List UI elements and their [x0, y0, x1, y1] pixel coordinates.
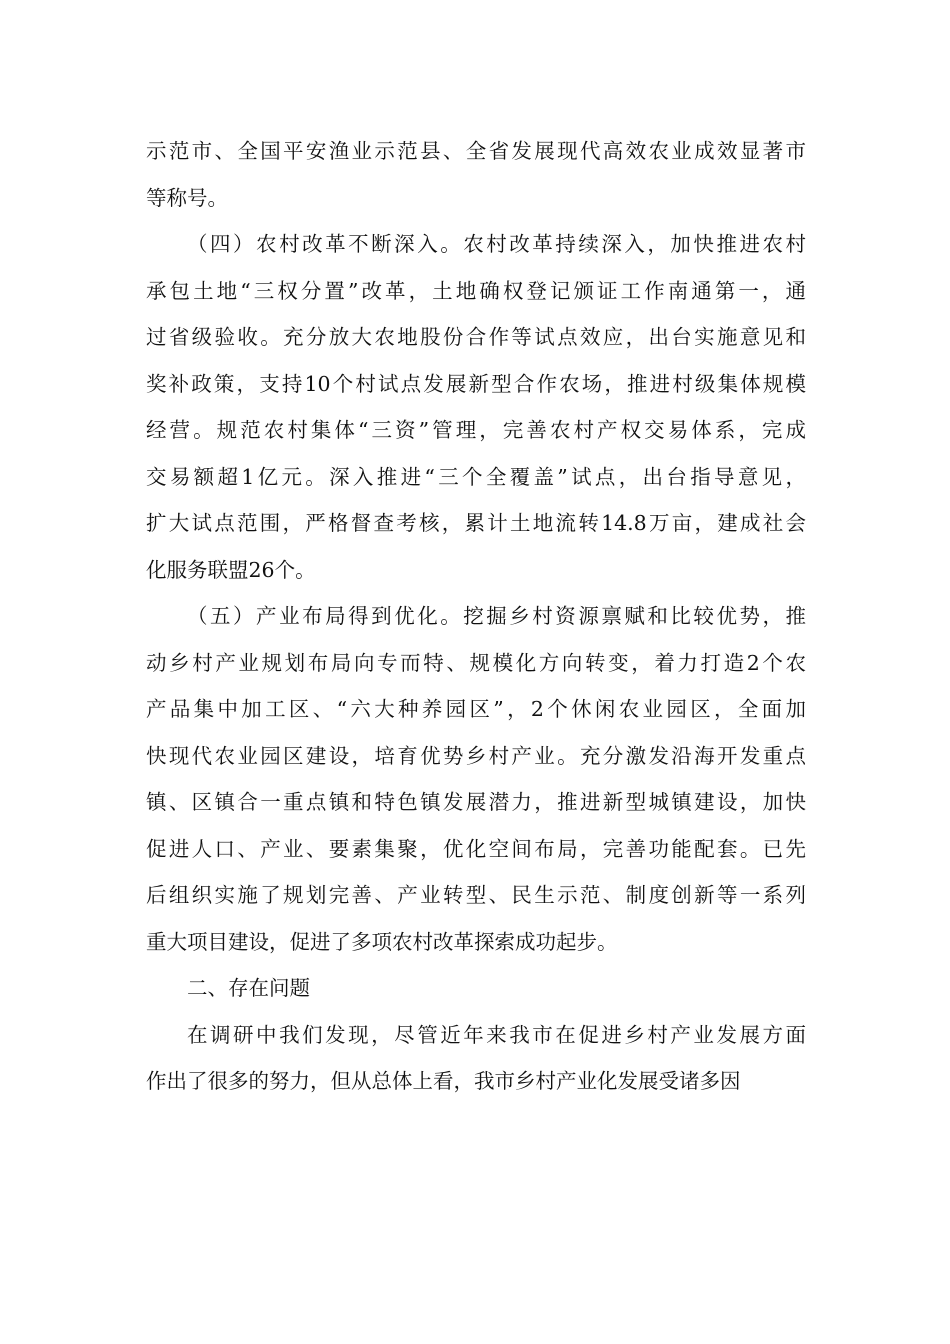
text-line: 承包土地“三权分置”改革，土地确权登记颁证工作南通第一，通	[146, 278, 806, 303]
paragraph-p3	[146, 965, 806, 1012]
text-line: 镇、区镇合一重点镇和特色镇发展潜力，推进新型城镇建设，加快	[146, 790, 806, 814]
text-line: 等称号。	[146, 185, 228, 210]
text-line: 促进人口、产业、要素集聚，优化空间布局，完善功能配套。已先	[146, 836, 806, 861]
text-line: 化服务联盟26个。	[146, 557, 316, 582]
text-line: 示范市、全国平安渔业示范县、全省发展现代高效农业成效显著市	[146, 139, 806, 163]
text-line: （五）产业布局得到优化。挖掘乡村资源禀赋和比较优势，推	[187, 604, 806, 628]
paragraph-p0	[146, 128, 806, 221]
paragraph-p1	[146, 221, 806, 593]
text-line: 作出了很多的努力，但从总体上看，我市乡村产业化发展受诸多因	[146, 1069, 741, 1093]
text-line: 扩大试点范围，严格督查考核，累计土地流转14.8万亩，建成社会	[146, 511, 806, 535]
text-line: 产品集中加工区、“六大种养园区”，2个休闲农业园区，全面加	[146, 697, 806, 721]
text-line: （四）农村改革不断深入。农村改革持续深入，加快推进农村	[187, 232, 806, 256]
document-body	[146, 128, 806, 1105]
text-line: 动乡村产业规划布局向专而特、规模化方向转变，着力打造2个农	[146, 650, 806, 675]
text-line: 在调研中我们发现，尽管近年来我市在促进乡村产业发展方面	[187, 1022, 806, 1047]
text-line: 快现代农业园区建设，培育优势乡村产业。充分激发沿海开发重点	[146, 743, 806, 768]
text-line: 后组织实施了规划完善、产业转型、民生示范、制度创新等一系列	[146, 883, 806, 907]
paragraph-p4	[146, 1012, 806, 1105]
text-line: 奖补政策，支持10个村试点发展新型合作农场，推进村级集体规模	[146, 371, 806, 396]
text-line: 经营。规范农村集体“三资”管理，完善农村产权交易体系，完成	[146, 418, 806, 442]
text-line: 过省级验收。充分放大农地股份合作等试点效应，出台实施意见和	[146, 325, 806, 349]
text-line: 重大项目建设，促进了多项农村改革探索成功起步。	[146, 929, 618, 954]
paragraph-p2	[146, 593, 806, 965]
text-line: 交易额超1亿元。深入推进“三个全覆盖”试点，出台指导意见，	[146, 464, 806, 489]
text-line: 二、存在问题	[187, 976, 310, 1000]
